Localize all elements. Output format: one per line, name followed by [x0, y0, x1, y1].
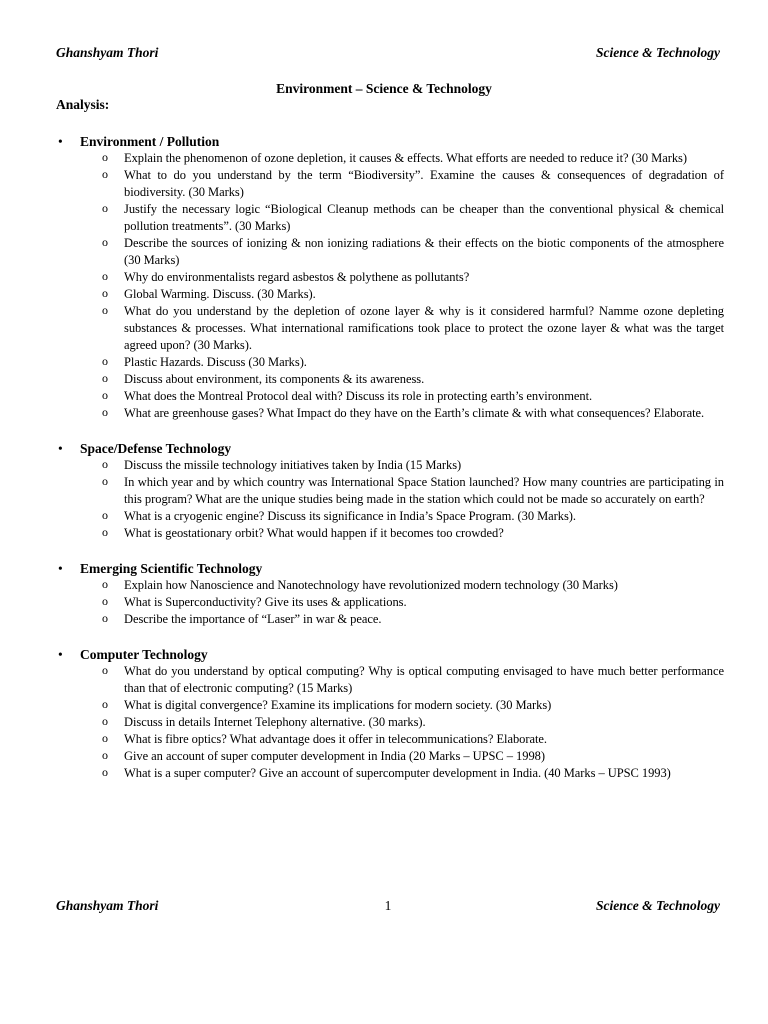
document-body	[56, 133, 724, 800]
section-heading	[56, 133, 724, 150]
question-text: What to do you understand by the term “Biodiversity”. Examine the causes & consequences of degradation of biodiversity. (30 Marks)	[124, 168, 724, 199]
question-item	[56, 235, 724, 269]
question-item	[56, 303, 724, 354]
question-text: Why do environmentalists regard asbestos & polythene as pollutants?	[124, 270, 470, 284]
question-text: What do you understand by the depletion of ozone layer & why is it considered harmful? Namme ozone depleting substances & processes. What international ramifications took place to protect the ozone layer & what was the target agreed upon? (30 Marks).	[124, 304, 724, 352]
section	[56, 560, 724, 628]
section-heading-text: Computer Technology	[80, 647, 208, 662]
section-heading	[56, 560, 724, 577]
question-text: Describe the importance of “Laser” in war & peace.	[124, 612, 382, 626]
question-item	[56, 167, 724, 201]
header-subject: Science & Technology	[596, 45, 720, 60]
question-text: Explain how Nanoscience and Nanotechnology have revolutionized modern technology (30 Marks)	[124, 578, 618, 592]
sub-bullet-icon: o	[102, 525, 108, 539]
question-item	[56, 697, 724, 714]
sub-bullet-icon: o	[102, 269, 108, 283]
question-item	[56, 714, 724, 731]
question-item	[56, 405, 724, 422]
question-item	[56, 525, 724, 542]
question-item	[56, 457, 724, 474]
section-heading-text: Space/Defense Technology	[80, 441, 232, 456]
analysis-label: Analysis:	[56, 97, 110, 112]
question-text: What is a super computer? Give an account of supercomputer development in India. (40 Marks – UPSC 1993)	[124, 766, 671, 780]
question-item	[56, 286, 724, 303]
question-item	[56, 508, 724, 525]
question-text: What is fibre optics? What advantage does it offer in telecommunications? Elaborate.	[124, 732, 547, 746]
question-text: In which year and by which country was International Space Station launched? How many countries are participating in this program? What are the unique studies being made in the station which could not be made so accurately on earth?	[124, 475, 724, 506]
sub-bullet-icon: o	[102, 388, 108, 402]
question-text: Give an account of super computer development in India (20 Marks – UPSC – 1998)	[124, 749, 545, 763]
section	[56, 646, 724, 782]
question-text: Justify the necessary logic “Biological Cleanup methods can be cheaper than the conventional physical & chemical pollution treatments”. (30 Marks)	[124, 202, 724, 233]
question-text: What is digital convergence? Examine its implications for modern society. (30 Marks)	[124, 698, 552, 712]
question-item	[56, 594, 724, 611]
sub-bullet-icon: o	[102, 167, 108, 181]
sub-bullet-icon: o	[102, 697, 108, 711]
header-author: Ghanshyam Thori	[56, 45, 159, 60]
question-text: What is Superconductivity? Give its uses & applications.	[124, 595, 407, 609]
section-heading	[56, 646, 724, 663]
question-text: What is geostationary orbit? What would happen if it becomes too crowded?	[124, 526, 504, 540]
page-header	[56, 45, 720, 61]
section	[56, 133, 724, 422]
sub-bullet-icon: o	[102, 577, 108, 591]
question-item	[56, 201, 724, 235]
question-text: Discuss in details Internet Telephony alternative. (30 marks).	[124, 715, 426, 729]
question-item	[56, 371, 724, 388]
question-list	[56, 663, 724, 782]
question-text: Discuss the missile technology initiatives taken by India (15 Marks)	[124, 458, 462, 472]
sub-bullet-icon: o	[102, 611, 108, 625]
bullet-icon: •	[58, 441, 63, 456]
question-item	[56, 474, 724, 508]
question-item	[56, 388, 724, 405]
footer-subject: Science & Technology	[596, 898, 720, 913]
sub-bullet-icon: o	[102, 474, 108, 488]
question-item	[56, 611, 724, 628]
bullet-icon: •	[58, 561, 63, 576]
question-text: Explain the phenomenon of ozone depletion, it causes & effects. What efforts are needed to reduce it? (30 Marks)	[124, 151, 687, 165]
question-list	[56, 150, 724, 422]
sub-bullet-icon: o	[102, 201, 108, 215]
sub-bullet-icon: o	[102, 405, 108, 419]
bullet-icon: •	[58, 647, 63, 662]
sub-bullet-icon: o	[102, 150, 108, 164]
sub-bullet-icon: o	[102, 303, 108, 317]
question-text: Global Warming. Discuss. (30 Marks).	[124, 287, 316, 301]
section-heading-text: Emerging Scientific Technology	[80, 561, 263, 576]
question-text: Describe the sources of ionizing & non ionizing radiations & their effects on the biotic components of the atmosphere (30 Marks)	[124, 236, 724, 267]
question-text: Plastic Hazards. Discuss (30 Marks).	[124, 355, 307, 369]
sub-bullet-icon: o	[102, 594, 108, 608]
question-item	[56, 748, 724, 765]
question-item	[56, 577, 724, 594]
question-list	[56, 577, 724, 628]
question-text: What is a cryogenic engine? Discuss its significance in India’s Space Program. (30 Marks).	[124, 509, 576, 523]
sub-bullet-icon: o	[102, 663, 108, 677]
sub-bullet-icon: o	[102, 508, 108, 522]
question-item	[56, 354, 724, 371]
sub-bullet-icon: o	[102, 714, 108, 728]
question-item	[56, 150, 724, 167]
question-item	[56, 765, 724, 782]
sub-bullet-icon: o	[102, 765, 108, 779]
question-list	[56, 457, 724, 542]
page-footer	[56, 898, 720, 914]
question-item	[56, 269, 724, 286]
sub-bullet-icon: o	[102, 235, 108, 249]
sub-bullet-icon: o	[102, 354, 108, 368]
footer-author: Ghanshyam Thori	[56, 898, 159, 913]
page-number: 1	[384, 898, 392, 913]
question-text: Discuss about environment, its components & its awareness.	[124, 372, 425, 386]
sub-bullet-icon: o	[102, 731, 108, 745]
question-text: What does the Montreal Protocol deal with? Discuss its role in protecting earth’s environment.	[124, 389, 593, 403]
sub-bullet-icon: o	[102, 286, 108, 300]
question-text: What are greenhouse gases? What Impact do they have on the Earth’s climate & with what consequences? Elaborate.	[124, 406, 705, 420]
question-item	[56, 663, 724, 697]
section	[56, 440, 724, 542]
section-heading-text: Environment / Pollution	[80, 134, 220, 149]
sub-bullet-icon: o	[102, 748, 108, 762]
question-item	[56, 731, 724, 748]
section-heading	[56, 440, 724, 457]
sub-bullet-icon: o	[102, 371, 108, 385]
document-title: Environment – Science & Technology	[276, 81, 492, 96]
sub-bullet-icon: o	[102, 457, 108, 471]
question-text: What do you understand by optical computing? Why is optical computing envisaged to have much better performance than that of electronic computing? (15 Marks)	[124, 664, 724, 695]
bullet-icon: •	[58, 134, 63, 149]
